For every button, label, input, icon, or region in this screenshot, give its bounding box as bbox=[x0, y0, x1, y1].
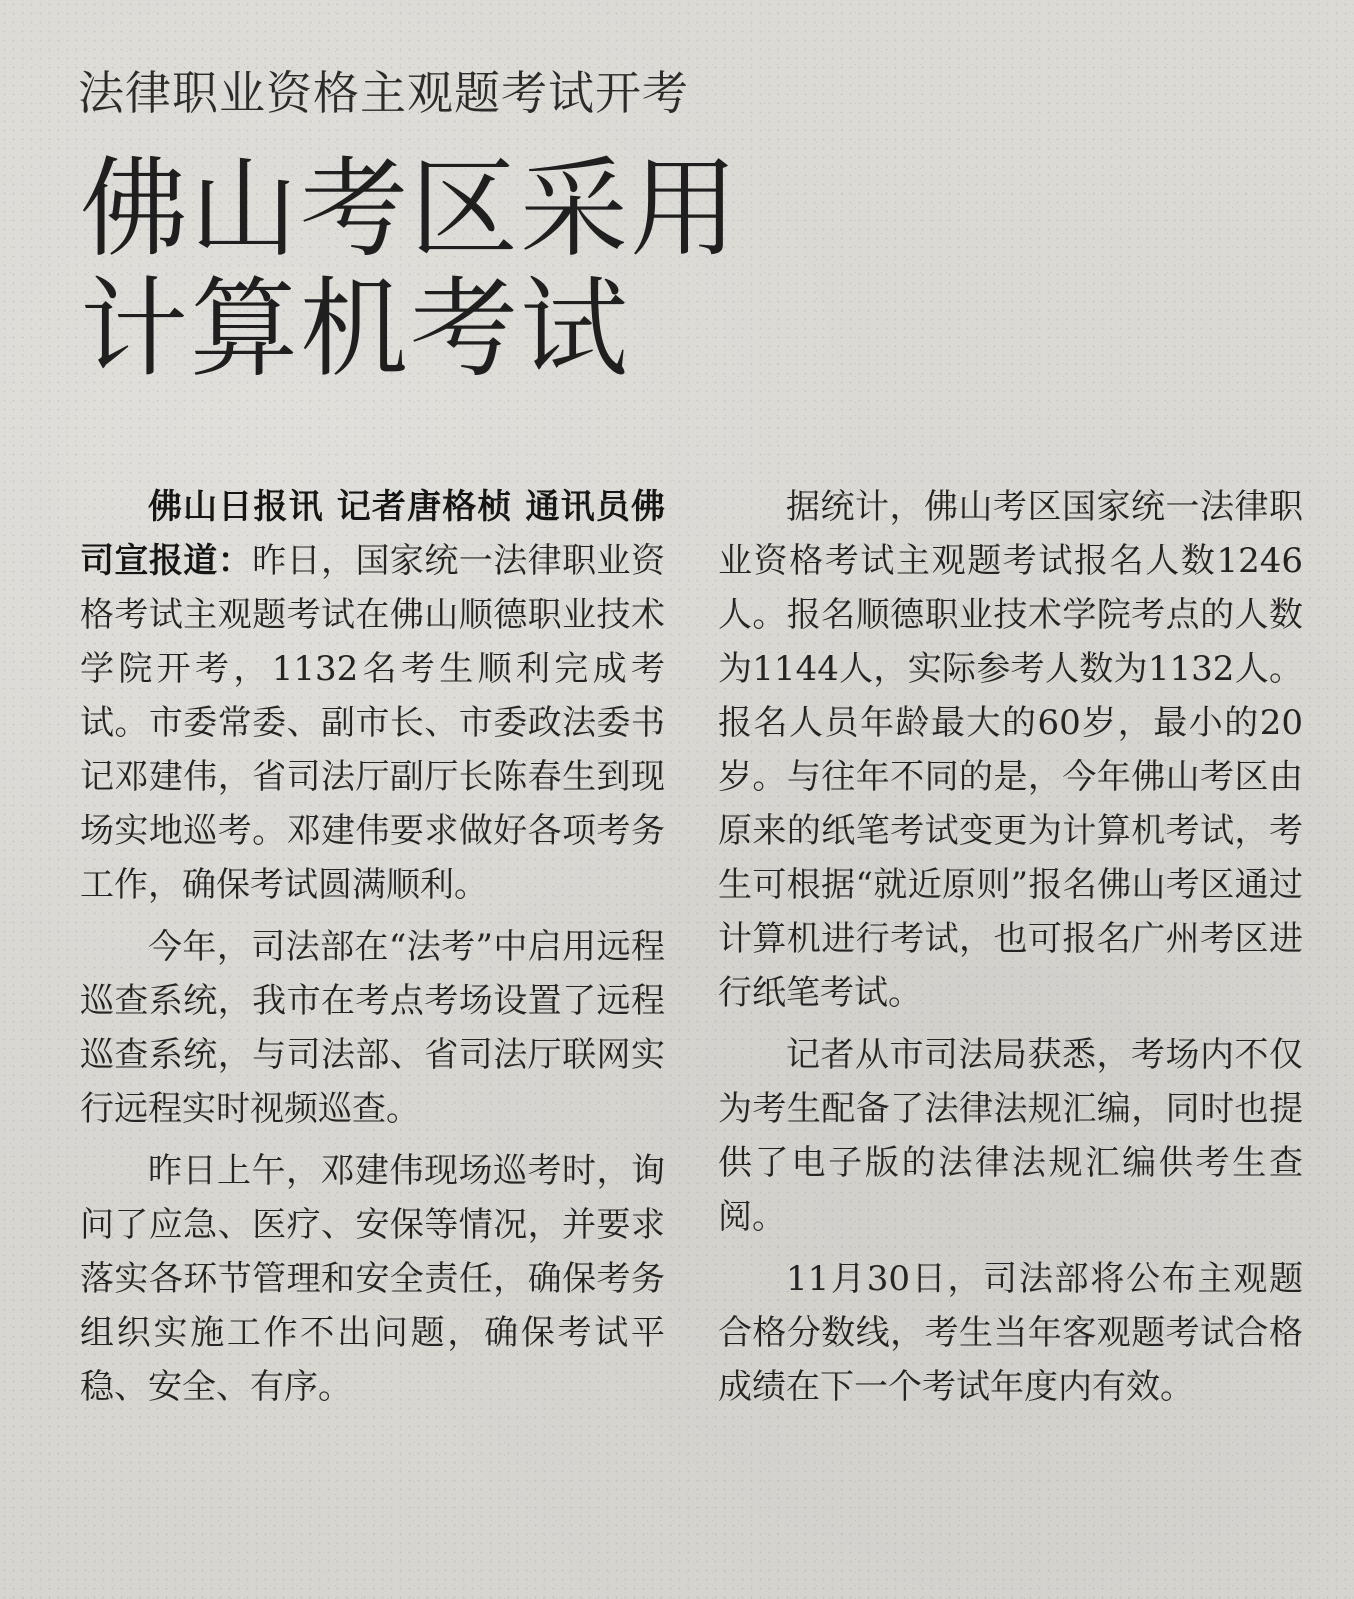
left-paragraph-3: 昨日上午，邓建伟现场巡考时，询问了应急、医疗、安保等情况，并要求落实各环节管理和安全责任，确保考务组织实施工作不出问题，确保考试平稳、安全、有序。 bbox=[80, 1151, 665, 1407]
right-paragraph-2: 记者从市司法局获悉，考场内不仅为考生配备了法律法规汇编，同时也提供了电子版的法律法规汇编供考生查阅。 bbox=[718, 1035, 1303, 1237]
headline-line-2: 计算机考试 bbox=[80, 267, 631, 392]
headline-line-1: 佛山考区采用 bbox=[80, 147, 741, 272]
left-paragraph-2: 今年，司法部在“法考”中启用远程巡查系统，我市在考点考场设置了远程巡查系统，与司法部、省司法厅联网实行远程实时视频巡查。 bbox=[80, 927, 665, 1129]
lead-paragraph bbox=[80, 480, 665, 912]
left-column bbox=[80, 480, 665, 1422]
byline: 佛山日报讯 记者唐格桢 通讯员佛司宣报道： bbox=[80, 487, 665, 581]
right-paragraph-3: 11月30日，司法部将公布主观题合格分数线，考生当年客观题考试合格成绩在下一个考试年度内有效。 bbox=[718, 1259, 1303, 1407]
right-column bbox=[718, 480, 1303, 1422]
article-kicker: 法律职业资格主观题考试开考 bbox=[78, 66, 689, 120]
article-headline bbox=[80, 147, 840, 392]
right-paragraph-1: 据统计，佛山考区国家统一法律职业资格考试主观题考试报名人数1246人。报名顺德职业技术学院考点的人数为1144人，实际参考人数为1132人。报名人员年龄最大的60岁，最小的20岁。与往年不同的是，今年佛山考区由原来的纸笔考试变更为计算机考试，考生可根据“就近原则”报名佛山考区通过计算机进行考试，也可报名广州考区进行纸笔考试。 bbox=[718, 487, 1303, 1013]
lead-paragraph-body: 昨日，国家统一法律职业资格考试主观题考试在佛山顺德职业技术学院开考，1132名考生顺利完成考试。市委常委、副市长、市委政法委书记邓建伟，省司法厅副厅长陈春生到现场实地巡考。邓建伟要求做好各项考务工作，确保考试圆满顺利。 bbox=[80, 541, 665, 905]
